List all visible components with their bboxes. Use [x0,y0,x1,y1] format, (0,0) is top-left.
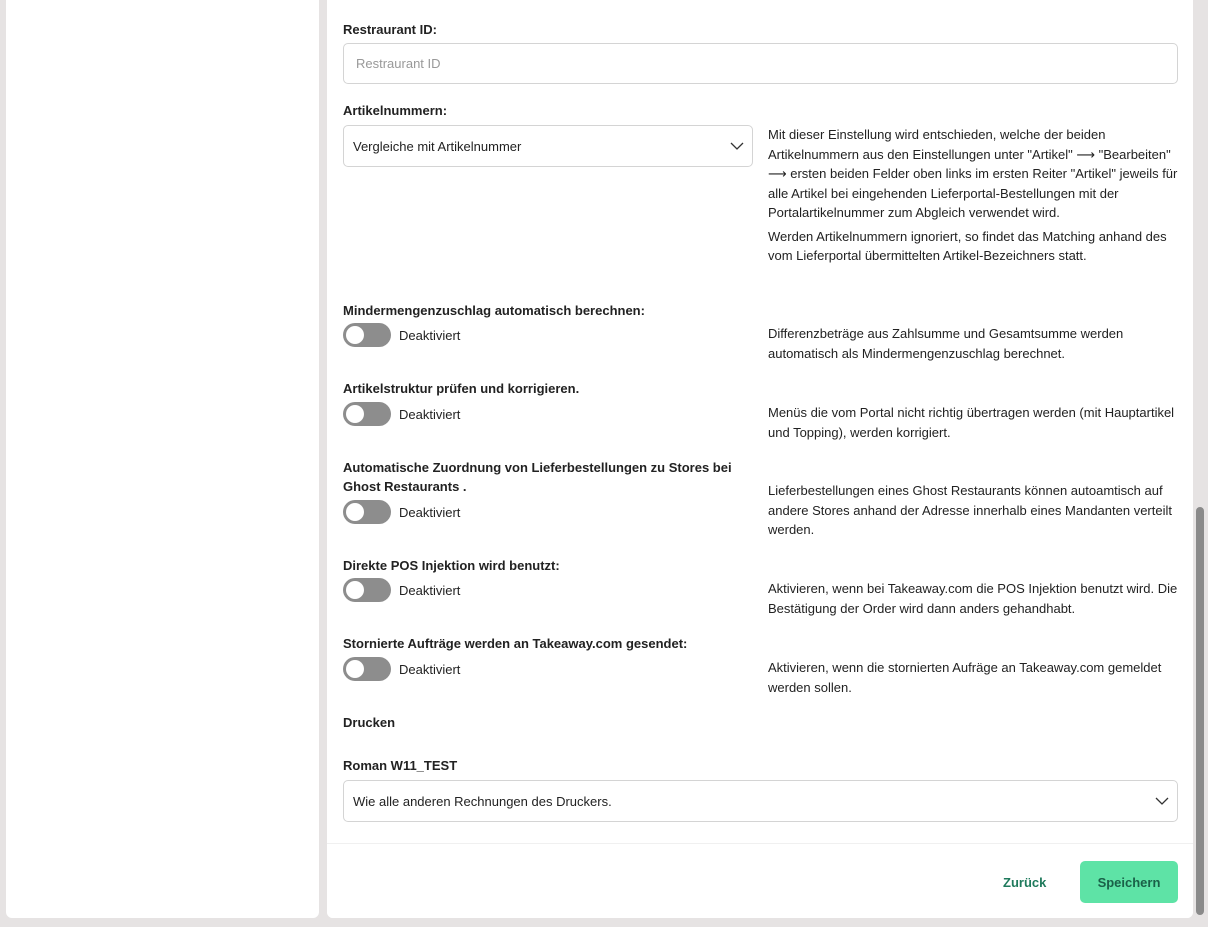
setting-ghost-restaurants-toggle-row [343,500,460,524]
toggle-knob [346,660,364,678]
setting-mindermengenzuschlag-label: Mindermengenzuschlag automatisch berechnen: [343,303,645,318]
toggle-state-label: Deaktiviert [399,406,461,422]
printer-selected-value: Wie alle anderen Rechnungen des Druckers. [353,793,612,809]
setting-ghost-restaurants-label: Automatische Zuordnung von Lieferbestellungen zu Stores bei Ghost Restaurants . [343,460,732,494]
stornierte-auftraege-toggle[interactable] [343,657,391,681]
artikelnummern-selected-value: Vergleiche mit Artikelnummer [353,138,522,154]
setting-mindermengenzuschlag-desc: Differenzbeträge aus Zahlsumme und Gesamtsumme werden automatisch als Mindermengenzuschlag berechnet. [768,326,1124,361]
setting-stornierte-auftraege-desc: Aktivieren, wenn die stornierten Aufräge an Takeaway.com gemeldet werden sollen. [768,660,1162,695]
setting-artikelstruktur-desc: Menüs die vom Portal nicht richtig übertragen werden (mit Hauptartikel und Topping), werden korrigiert. [768,405,1175,440]
toggle-state-label: Deaktiviert [399,504,461,520]
restaurant-id-label: Restraurant ID: [343,22,437,37]
scrollbar-thumb[interactable] [1196,507,1204,915]
setting-artikelstruktur-label: Artikelstruktur prüfen und korrigieren. [343,381,580,396]
artikelnummern-label: Artikelnummern: [343,103,448,118]
setting-stornierte-auftraege-label: Stornierte Aufträge werden an Takeaway.com gesendet: [343,636,688,651]
mindermengenzuschlag-toggle[interactable] [343,323,391,347]
toggle-knob [346,326,364,344]
toggle-knob [346,503,364,521]
toggle-state-label: Deaktiviert [399,327,461,343]
setting-artikelstruktur-toggle-row [343,402,460,426]
artikelnummern-desc-1: Mit dieser Einstellung wird entschieden, welche der beiden Artikelnummern aus den Einstellungen unter "Artikel" ⟶ "Bearbeiten" ⟶ ersten beiden Felder oben links im ersten Reiter "Artikel" jeweils für alle Artikel bei eingehenden Lieferportal-Bestellungen mit der Portalartikelnummer zum Abgleich verwendet wird. [768,127,1178,220]
chevron-down-icon [730,141,744,151]
restaurant-id-placeholder: Restraurant ID [356,56,441,71]
printer-invoice-select[interactable] [343,780,1178,822]
setting-pos-injektion-label: Direkte POS Injektion wird benutzt: [343,558,560,573]
toggle-knob [346,581,364,599]
chevron-down-icon [1155,796,1169,806]
left-sidebar-panel [6,0,319,918]
toggle-state-label: Deaktiviert [399,661,461,677]
artikelnummern-select[interactable] [343,125,753,167]
back-button[interactable]: Zurück [1003,874,1047,890]
setting-mindermengenzuschlag-toggle-row [343,323,460,347]
artikelstruktur-toggle[interactable] [343,402,391,426]
ghost-restaurants-toggle[interactable] [343,500,391,524]
drucken-heading: Drucken [343,715,396,730]
save-button[interactable]: Speichern [1080,861,1178,903]
settings-panel [327,0,1193,918]
setting-pos-injektion-toggle-row [343,578,460,602]
toggle-state-label: Deaktiviert [399,582,461,598]
setting-stornierte-auftraege-toggle-row [343,657,460,681]
pos-injektion-toggle[interactable] [343,578,391,602]
artikelnummern-desc-2: Werden Artikelnummern ignoriert, so findet das Matching anhand des vom Lieferportal übermittelten Artikel-Bezeichners statt. [768,228,1167,263]
form-footer [327,843,1193,918]
setting-ghost-restaurants-desc: Lieferbestellungen eines Ghost Restaurants können autoamtisch auf andere Stores anhand der Adresse innerhalb eines Mandanten verteilt werden. [768,483,1172,537]
setting-pos-injektion-desc: Aktivieren, wenn bei Takeaway.com die POS Injektion benutzt wird. Die Bestätigung der Order wird dann anders gehandhabt. [768,581,1178,616]
artikelnummern-description [768,125,1180,270]
printer-label: Roman W11_TEST [343,758,458,773]
toggle-knob [346,405,364,423]
restaurant-id-input[interactable] [343,43,1178,84]
